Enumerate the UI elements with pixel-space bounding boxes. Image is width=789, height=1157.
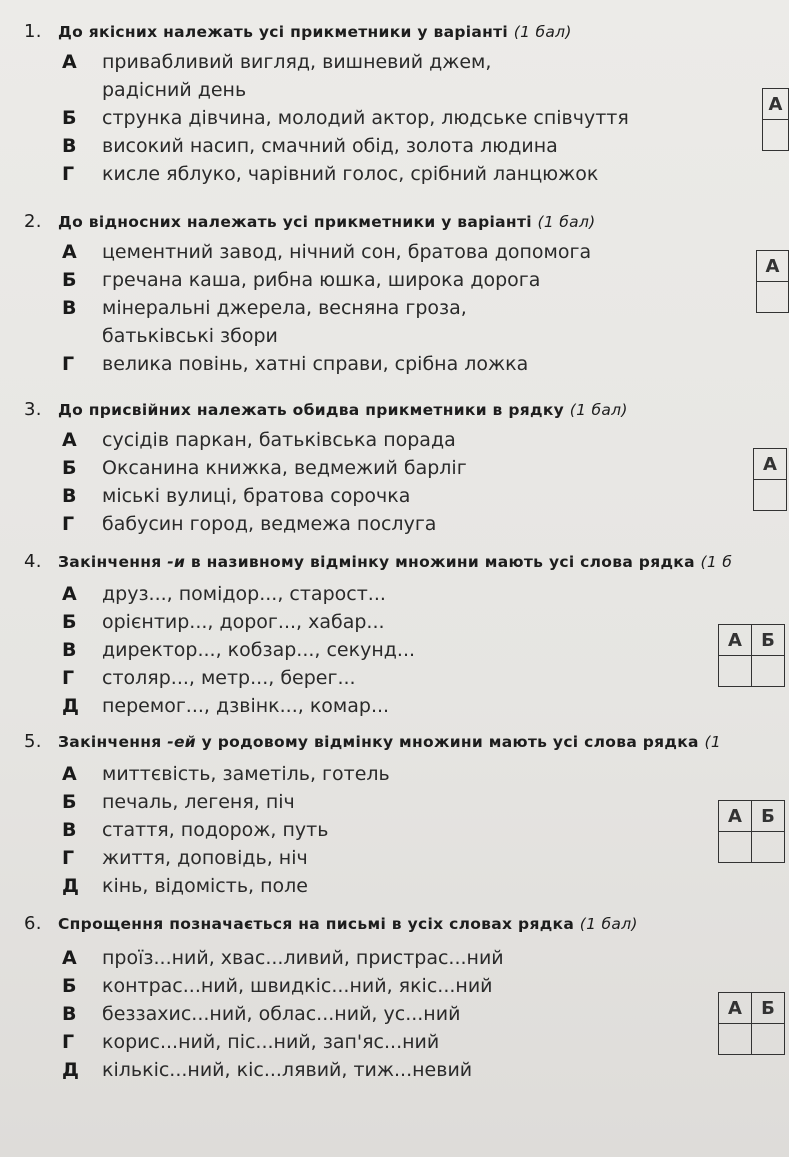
answer-header-cell: Б xyxy=(752,625,785,656)
answer-grid-6[interactable] xyxy=(718,992,785,1055)
option-text: струнка дівчина, молодий актор, людське співчуття xyxy=(102,107,629,129)
answer-header-cell: А xyxy=(763,89,789,120)
question-prompt: Спрощення позначається на письмі в усіх словах рядка xyxy=(58,915,575,933)
option-text: міські вулиці, братова сорочка xyxy=(102,485,411,507)
answer-mark-cell[interactable] xyxy=(719,656,752,687)
option-letter: Б xyxy=(62,457,77,479)
question-1-header xyxy=(24,20,789,44)
option-text: привабливий вигляд, вишневий джем, радісний день xyxy=(102,51,492,101)
option-text: корис...ний, піс...ний, зап'яс...ний xyxy=(102,1031,440,1053)
option-letter: А xyxy=(62,429,77,451)
question-points: (1 бал) xyxy=(569,401,628,419)
option-text: беззахис...ний, облас...ний, ус...ний xyxy=(102,1003,461,1025)
answer-header-cell: А xyxy=(719,625,752,656)
option-d[interactable] xyxy=(62,844,789,872)
option-e[interactable] xyxy=(62,1056,789,1084)
option-text: велика повінь, хатні справи, срібна ложка xyxy=(102,353,529,375)
question-points: (1 б xyxy=(700,553,733,571)
question-points: (1 бал) xyxy=(579,915,638,933)
question-5-header xyxy=(24,730,789,754)
option-letter: В xyxy=(62,819,77,841)
option-b[interactable] xyxy=(62,266,789,294)
option-b[interactable] xyxy=(62,608,789,636)
option-c[interactable] xyxy=(62,132,789,160)
question-number: 6. xyxy=(24,913,42,934)
question-number: 2. xyxy=(24,211,42,232)
question-4-header xyxy=(24,550,789,574)
question-points: (1 бал) xyxy=(513,23,572,41)
option-letter: В xyxy=(62,297,77,319)
question-prompt: До якісних належать усі прикметники у варіанті xyxy=(58,23,509,41)
option-a[interactable] xyxy=(62,238,789,266)
option-text: перемог..., дзвінк..., комар... xyxy=(102,695,390,717)
answer-header-cell: А xyxy=(719,993,752,1024)
option-letter: В xyxy=(62,639,77,661)
answer-mark-cell[interactable] xyxy=(754,480,787,511)
question-prompt: Закінчення xyxy=(58,733,162,751)
option-letter: А xyxy=(62,241,77,263)
option-letter: В xyxy=(62,135,77,157)
option-text: друз..., помідор..., старост... xyxy=(102,583,386,605)
question-2-header xyxy=(24,210,789,234)
option-c[interactable] xyxy=(62,636,789,664)
option-text: кінь, відомість, поле xyxy=(102,875,308,897)
question-2 xyxy=(24,210,789,378)
option-letter: В xyxy=(62,485,77,507)
option-text: бабусин город, ведмежа послуга xyxy=(102,513,437,535)
option-text: життя, доповідь, ніч xyxy=(102,847,308,869)
question-4 xyxy=(24,550,789,720)
answer-grid-4[interactable] xyxy=(718,624,785,687)
question-prompt: До присвійних належать обидва прикметники в рядку xyxy=(58,401,565,419)
option-b[interactable] xyxy=(62,788,789,816)
option-letter: В xyxy=(62,1003,77,1025)
option-text: миттєвість, заметіль, готель xyxy=(102,763,390,785)
option-letter: Б xyxy=(62,269,77,291)
option-letter: Б xyxy=(62,975,77,997)
option-c[interactable] xyxy=(62,294,789,350)
question-6 xyxy=(24,912,789,1084)
answer-mark-cell[interactable] xyxy=(719,1024,752,1055)
option-letter: А xyxy=(62,51,77,73)
option-text: кисле яблуко, чарівний голос, срібний ланцюжок xyxy=(102,163,599,185)
option-a[interactable] xyxy=(62,48,789,104)
question-number: 3. xyxy=(24,399,42,420)
option-a[interactable] xyxy=(62,760,789,788)
option-a[interactable] xyxy=(62,944,789,972)
question-number: 1. xyxy=(24,21,42,42)
option-c[interactable] xyxy=(62,482,789,510)
option-letter: Г xyxy=(62,847,75,869)
option-text: високий насип, смачний обід, золота людина xyxy=(102,135,558,157)
option-letter: Г xyxy=(62,1031,75,1053)
answer-mark-cell[interactable] xyxy=(757,282,789,313)
option-d[interactable] xyxy=(62,510,789,538)
option-text: печаль, легеня, піч xyxy=(102,791,295,813)
question-prompt-rest: в називному відмінку множини мають усі слова рядка xyxy=(190,553,695,571)
answer-header-cell: А xyxy=(757,251,789,282)
question-prompt-rest: у родовому відмінку множини мають усі слова рядка xyxy=(201,733,699,751)
option-letter: Г xyxy=(62,163,75,185)
answer-mark-cell[interactable] xyxy=(763,120,789,151)
answer-grid-2[interactable] xyxy=(756,250,789,313)
option-d[interactable] xyxy=(62,1028,789,1056)
question-3 xyxy=(24,398,789,538)
answer-mark-cell[interactable] xyxy=(752,832,785,863)
ending-highlight: -и xyxy=(167,553,186,571)
option-text: сусідів паркан, батьківська порада xyxy=(102,429,456,451)
question-points: (1 xyxy=(704,733,722,751)
option-d[interactable] xyxy=(62,160,789,188)
answer-header-cell: Б xyxy=(752,801,785,832)
option-a[interactable] xyxy=(62,580,789,608)
option-text: проїз...ний, хвас...ливий, пристрас...ний xyxy=(102,947,504,969)
question-number: 5. xyxy=(24,731,42,752)
option-letter: А xyxy=(62,763,77,785)
option-c[interactable] xyxy=(62,1000,789,1028)
question-prompt: Закінчення xyxy=(58,553,162,571)
option-text: Оксанина книжка, ведмежий барліг xyxy=(102,457,467,479)
option-letter: Д xyxy=(62,1059,79,1081)
option-letter: Д xyxy=(62,695,79,717)
option-text: гречана каша, рибна юшка, широка дорога xyxy=(102,269,541,291)
option-text: директор..., кобзар..., секунд... xyxy=(102,639,416,661)
option-b[interactable] xyxy=(62,972,789,1000)
question-1 xyxy=(24,20,789,188)
question-prompt: До відносних належать усі прикметники у варіанті xyxy=(58,213,532,231)
answer-grid-3[interactable] xyxy=(753,448,787,511)
option-letter: Б xyxy=(62,107,77,129)
option-b[interactable] xyxy=(62,454,789,482)
option-text: стаття, подорож, путь xyxy=(102,819,329,841)
question-6-header xyxy=(24,912,789,936)
option-letter: Б xyxy=(62,791,77,813)
option-letter: Б xyxy=(62,611,77,633)
option-e[interactable] xyxy=(62,872,789,900)
option-letter: А xyxy=(62,947,77,969)
option-text: кількіс...ний, кіс...лявий, тиж...невий xyxy=(102,1059,473,1081)
option-text: столяр..., метр..., берег... xyxy=(102,667,356,689)
question-3-header xyxy=(24,398,789,422)
option-e[interactable] xyxy=(62,692,789,720)
option-c[interactable] xyxy=(62,816,789,844)
option-letter: Г xyxy=(62,667,75,689)
option-letter: А xyxy=(62,583,77,605)
answer-header-cell: А xyxy=(719,801,752,832)
option-b[interactable] xyxy=(62,104,789,132)
answer-grid-1[interactable] xyxy=(762,88,789,151)
option-d[interactable] xyxy=(62,664,789,692)
option-text: контрас...ний, швидкіс...ний, якіс...ний xyxy=(102,975,493,997)
option-letter: Г xyxy=(62,353,75,375)
ending-highlight: -ей xyxy=(167,733,196,751)
option-a[interactable] xyxy=(62,426,789,454)
answer-mark-cell[interactable] xyxy=(752,1024,785,1055)
question-points: (1 бал) xyxy=(537,213,596,231)
option-letter: Г xyxy=(62,513,75,535)
option-text: цементний завод, нічний сон, братова допомога xyxy=(102,241,592,263)
answer-mark-cell[interactable] xyxy=(719,832,752,863)
answer-header-cell: Б xyxy=(752,993,785,1024)
answer-header-cell: А xyxy=(754,449,787,480)
answer-grid-5[interactable] xyxy=(718,800,785,863)
question-5 xyxy=(24,730,789,900)
option-d[interactable] xyxy=(62,350,789,378)
question-number: 4. xyxy=(24,551,42,572)
option-text: мінеральні джерела, весняна гроза, батьківські збори xyxy=(102,297,467,347)
option-letter: Д xyxy=(62,875,79,897)
option-text: орієнтир..., дорог..., хабар... xyxy=(102,611,385,633)
answer-mark-cell[interactable] xyxy=(752,656,785,687)
